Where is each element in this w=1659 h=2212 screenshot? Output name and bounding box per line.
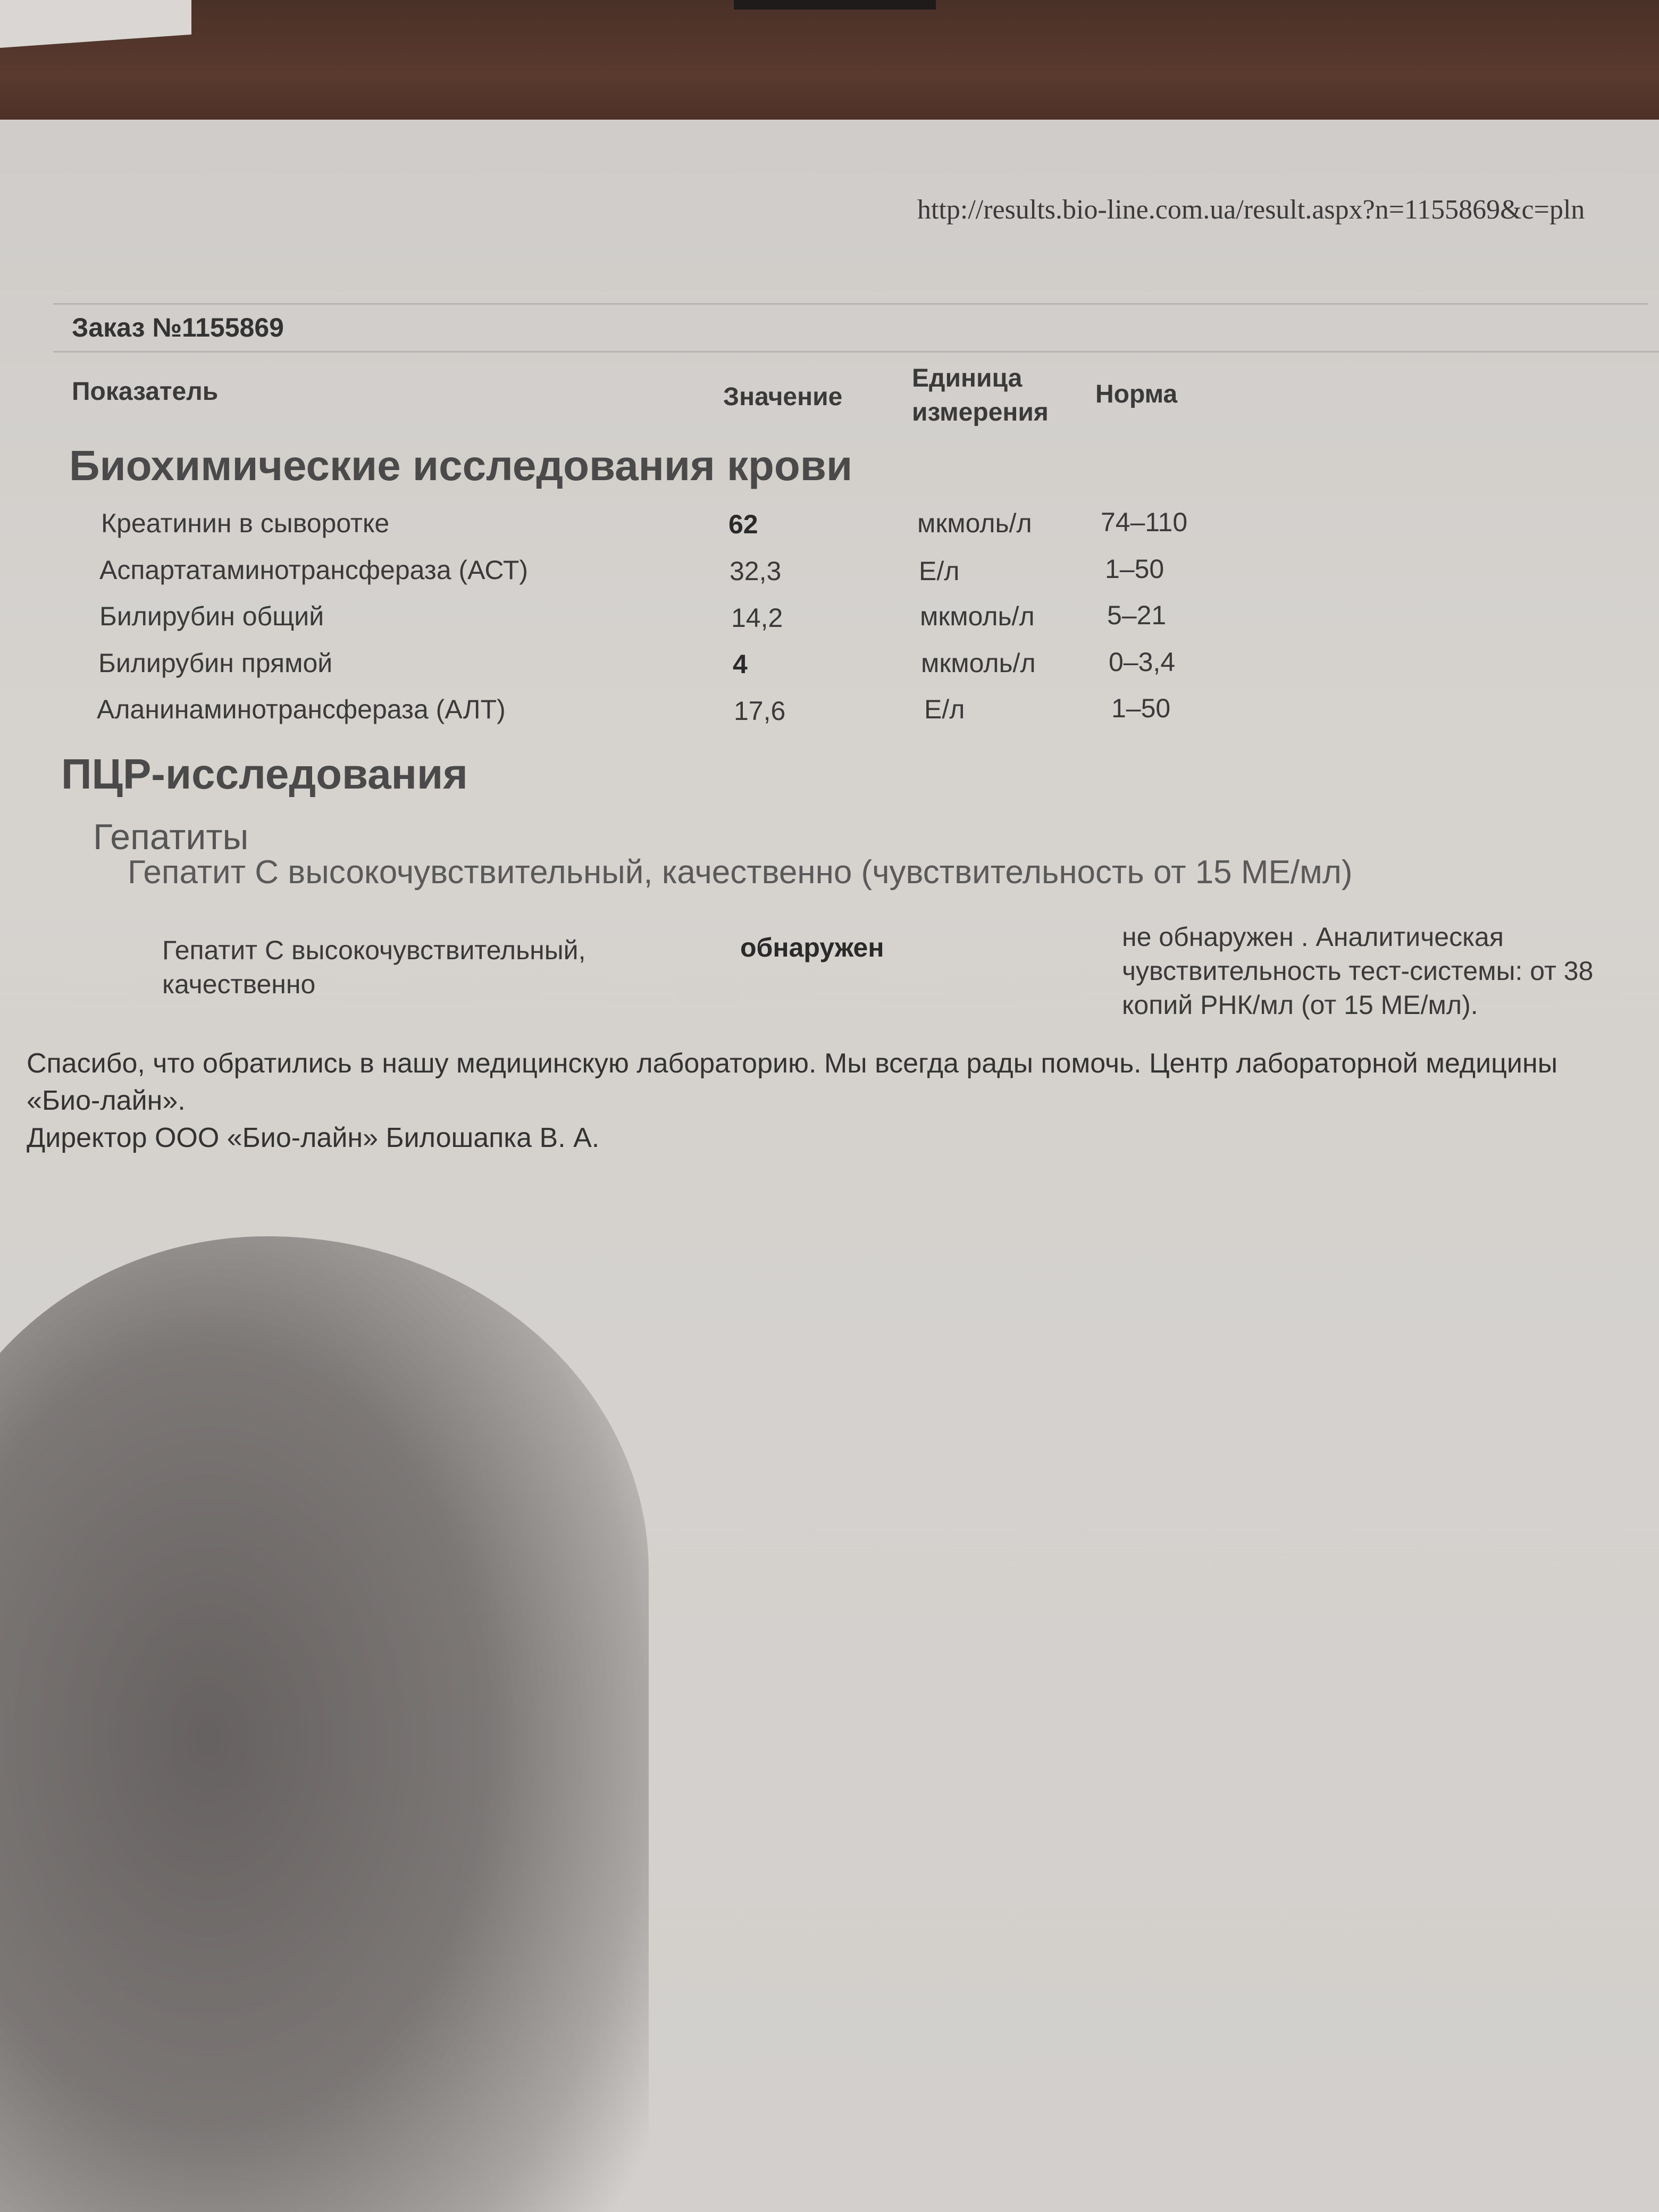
footer-lab-name: «Био-лайн».	[27, 1085, 186, 1116]
row-name: Билирубин общий	[99, 601, 324, 631]
footer-thanks: Спасибо, что обратились в нашу медицинскую лабораторию. Мы всегда рады помочь. Центр лабораторной медицины	[27, 1048, 1558, 1079]
row-name: Аланинаминотрансфераза (АЛТ)	[97, 694, 506, 724]
row-value: 4	[733, 649, 748, 679]
row-name: Аспартатаминотрансфераза (АСТ)	[99, 555, 529, 585]
row-unit: мкмоль/л	[920, 601, 1035, 631]
col-header-value: Значение	[723, 383, 843, 411]
page-url: http://results.bio-line.com.ua/result.aspx?n=1155869&c=pln	[917, 195, 1585, 225]
col-header-norm: Норма	[1095, 380, 1178, 408]
pcr-group-title: Гепатиты	[93, 817, 249, 857]
row-value: 32,3	[730, 556, 782, 586]
order-number: Заказ №1155869	[72, 313, 284, 342]
row-norm	[1122, 920, 1593, 1022]
col-header-unit	[912, 362, 1049, 430]
row-unit: Е/л	[919, 556, 960, 586]
row-norm-line3: копий РНК/мл (от 15 МЕ/мл).	[1122, 990, 1478, 1020]
desk-background	[0, 0, 1659, 128]
row-name-line2: качественно	[162, 969, 316, 999]
pcr-section-title: ПЦР-исследования	[61, 750, 468, 798]
row-name: Билирубин прямой	[98, 648, 333, 678]
pcr-test-title: Гепатит С высокочувствительный, качественно (чувствительность от 15 МЕ/мл)	[128, 854, 1353, 891]
lab-result-sheet	[0, 120, 1659, 2212]
col-header-indicator: Показатель	[72, 378, 219, 406]
col-header-unit-line2: измерения	[912, 398, 1049, 426]
row-unit: Е/л	[924, 694, 965, 724]
row-norm: 0–3,4	[1109, 647, 1176, 677]
row-value: 62	[728, 509, 758, 539]
biochem-section-title: Биохимические исследования крови	[69, 442, 853, 489]
hand-shadow	[0, 1236, 649, 2212]
row-value: 14,2	[731, 603, 783, 633]
footer-director: Директор ООО «Био-лайн» Билошапка В. А.	[27, 1122, 600, 1153]
row-norm: 1–50	[1105, 554, 1164, 584]
row-unit: мкмоль/л	[917, 508, 1032, 538]
row-name: Креатинин в сыворотке	[101, 508, 390, 538]
top-rule	[53, 303, 1648, 305]
row-unit: мкмоль/л	[921, 648, 1036, 678]
row-norm: 5–21	[1107, 600, 1167, 630]
dark-object-background	[734, 0, 936, 10]
row-value: 17,6	[734, 696, 786, 726]
col-header-unit-line1: Единица	[912, 364, 1023, 392]
row-norm-line2: чувствительность тест-системы: от 38	[1122, 956, 1594, 986]
row-norm: 74–110	[1101, 507, 1188, 537]
order-rule	[53, 351, 1659, 353]
row-norm: 1–50	[1111, 693, 1171, 723]
row-name-line1: Гепатит С высокочувствительный,	[162, 935, 586, 965]
row-value: обнаружен	[740, 933, 884, 962]
row-name	[162, 933, 585, 1001]
row-norm-line1: не обнаружен . Аналитическая	[1122, 922, 1504, 952]
